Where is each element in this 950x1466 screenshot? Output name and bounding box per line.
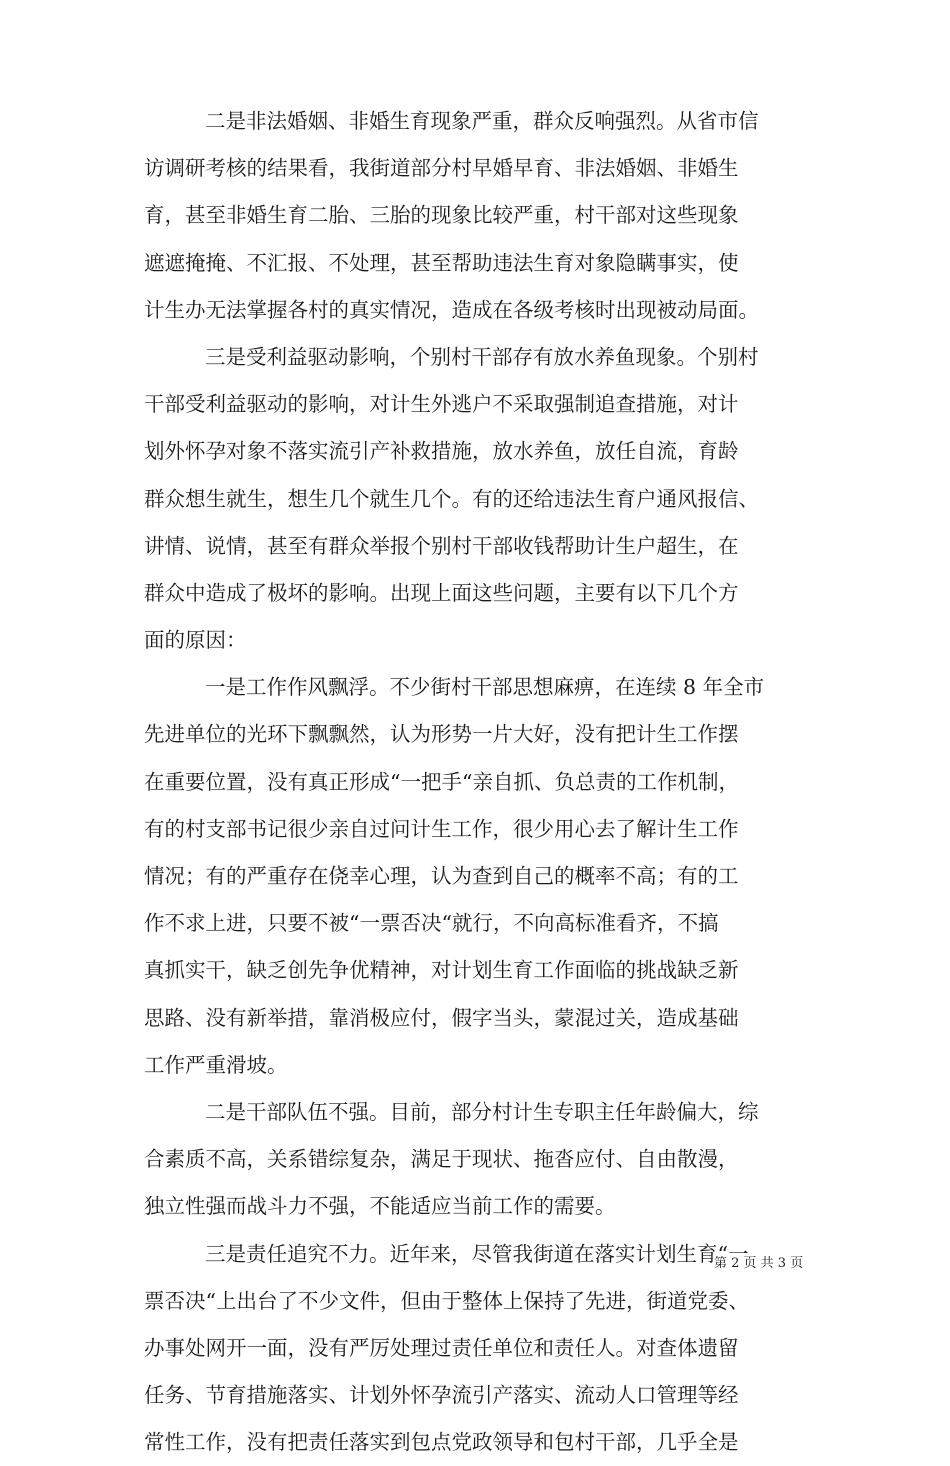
paragraph-line: 作不求上进，只要不被“一票否决“就行，不向高标准看齐，不搞	[144, 911, 719, 936]
paragraph-line: 工作严重滑坡。	[144, 1052, 288, 1077]
paragraph-line: 面的原因：	[144, 628, 247, 653]
paragraph-line: 讲情、说情，甚至有群众举报个别村干部收钱帮助计生户超生，在	[144, 533, 739, 558]
paragraph-line: 常性工作，没有把责任落实到包点党政领导和包村干部，几乎全是	[144, 1430, 739, 1455]
paragraph-line: 三是受利益驱动影响，个别村干部存有放水养鱼现象。个别村	[205, 344, 759, 369]
paragraph-line: 情况；有的严重存在侥幸心理，认为查到自己的概率不高；有的工	[144, 864, 739, 888]
document-body	[144, 98, 812, 1466]
paragraph-line: 任务、节育措施落实、计划外怀孕流引产落实、流动人口管理等经	[144, 1383, 739, 1408]
paragraph-line: 先进单位的光环下飘飘然，认为形势一片大好，没有把计生工作摆	[144, 722, 739, 747]
paragraph-line: 有的村支部书记很少亲自过问计生工作，很少用心去了解计生工作	[144, 816, 739, 841]
paragraph-line: 遮遮掩掩、不汇报、不处理，甚至帮助违法生育对象隐瞒事实，使	[144, 250, 739, 275]
paragraph-line: 办事处网开一面，没有严厉处理过责任单位和责任人。对查体遗留	[144, 1335, 739, 1360]
paragraph-line: 真抓实干，缺乏创先争优精神，对计划生育工作面临的挑战缺乏新	[144, 958, 739, 983]
paragraph-line: 划外怀孕对象不落实流引产补救措施，放水养鱼，放任自流，育龄	[144, 439, 739, 464]
page-number-footer: 第 2 页 共 3 页	[714, 1256, 804, 1271]
paragraph-line: 干部受利益驱动的影响，对计生外逃户不采取强制追查措施，对计	[144, 392, 739, 417]
paragraph-line: 三是责任追究不力。近年来，尽管我街道在落实计划生育“一	[205, 1241, 749, 1266]
paragraph-line: 育，甚至非婚生育二胎、三胎的现象比较严重，村干部对这些现象	[144, 203, 739, 228]
paragraph-line: 独立性强而战斗力不强，不能适应当前工作的需要。	[144, 1194, 616, 1219]
paragraph-line: 二是非法婚姻、非婚生育现象严重，群众反响强烈。从省市信	[205, 109, 759, 133]
paragraph-line: 计生办无法掌握各村的真实情况，造成在各级考核时出现被动局面。	[144, 297, 759, 322]
paragraph-line: 群众中造成了极坏的影响。出现上面这些问题，主要有以下几个方	[144, 580, 739, 605]
paragraph-line: 在重要位置，没有真正形成“一把手“亲自抓、负总责的工作机制，	[144, 769, 739, 794]
paragraph-line: 访调研考核的结果看，我街道部分村早婚早育、非法婚姻、非婚生	[144, 156, 739, 181]
paragraph-line: 一是工作作风飘浮。不少街村干部思想麻痹，在连续 8 年全市	[205, 675, 765, 700]
paragraph-line: 二是干部队伍不强。目前，部分村计生专职主任年龄偏大，综	[205, 1099, 759, 1124]
paragraph-line: 思路、没有新举措，靠消极应付，假字当头，蒙混过关，造成基础	[144, 1005, 739, 1030]
paragraph-line: 票否决“上出台了不少文件，但由于整体上保持了先进，街道党委、	[144, 1288, 749, 1313]
paragraph-line: 群众想生就生，想生几个就生几个。有的还给违法生育户通风报信、	[144, 486, 759, 511]
paragraph-line: 合素质不高，关系错综复杂，满足于现状、拖沓应付、自由散漫，	[144, 1147, 739, 1172]
